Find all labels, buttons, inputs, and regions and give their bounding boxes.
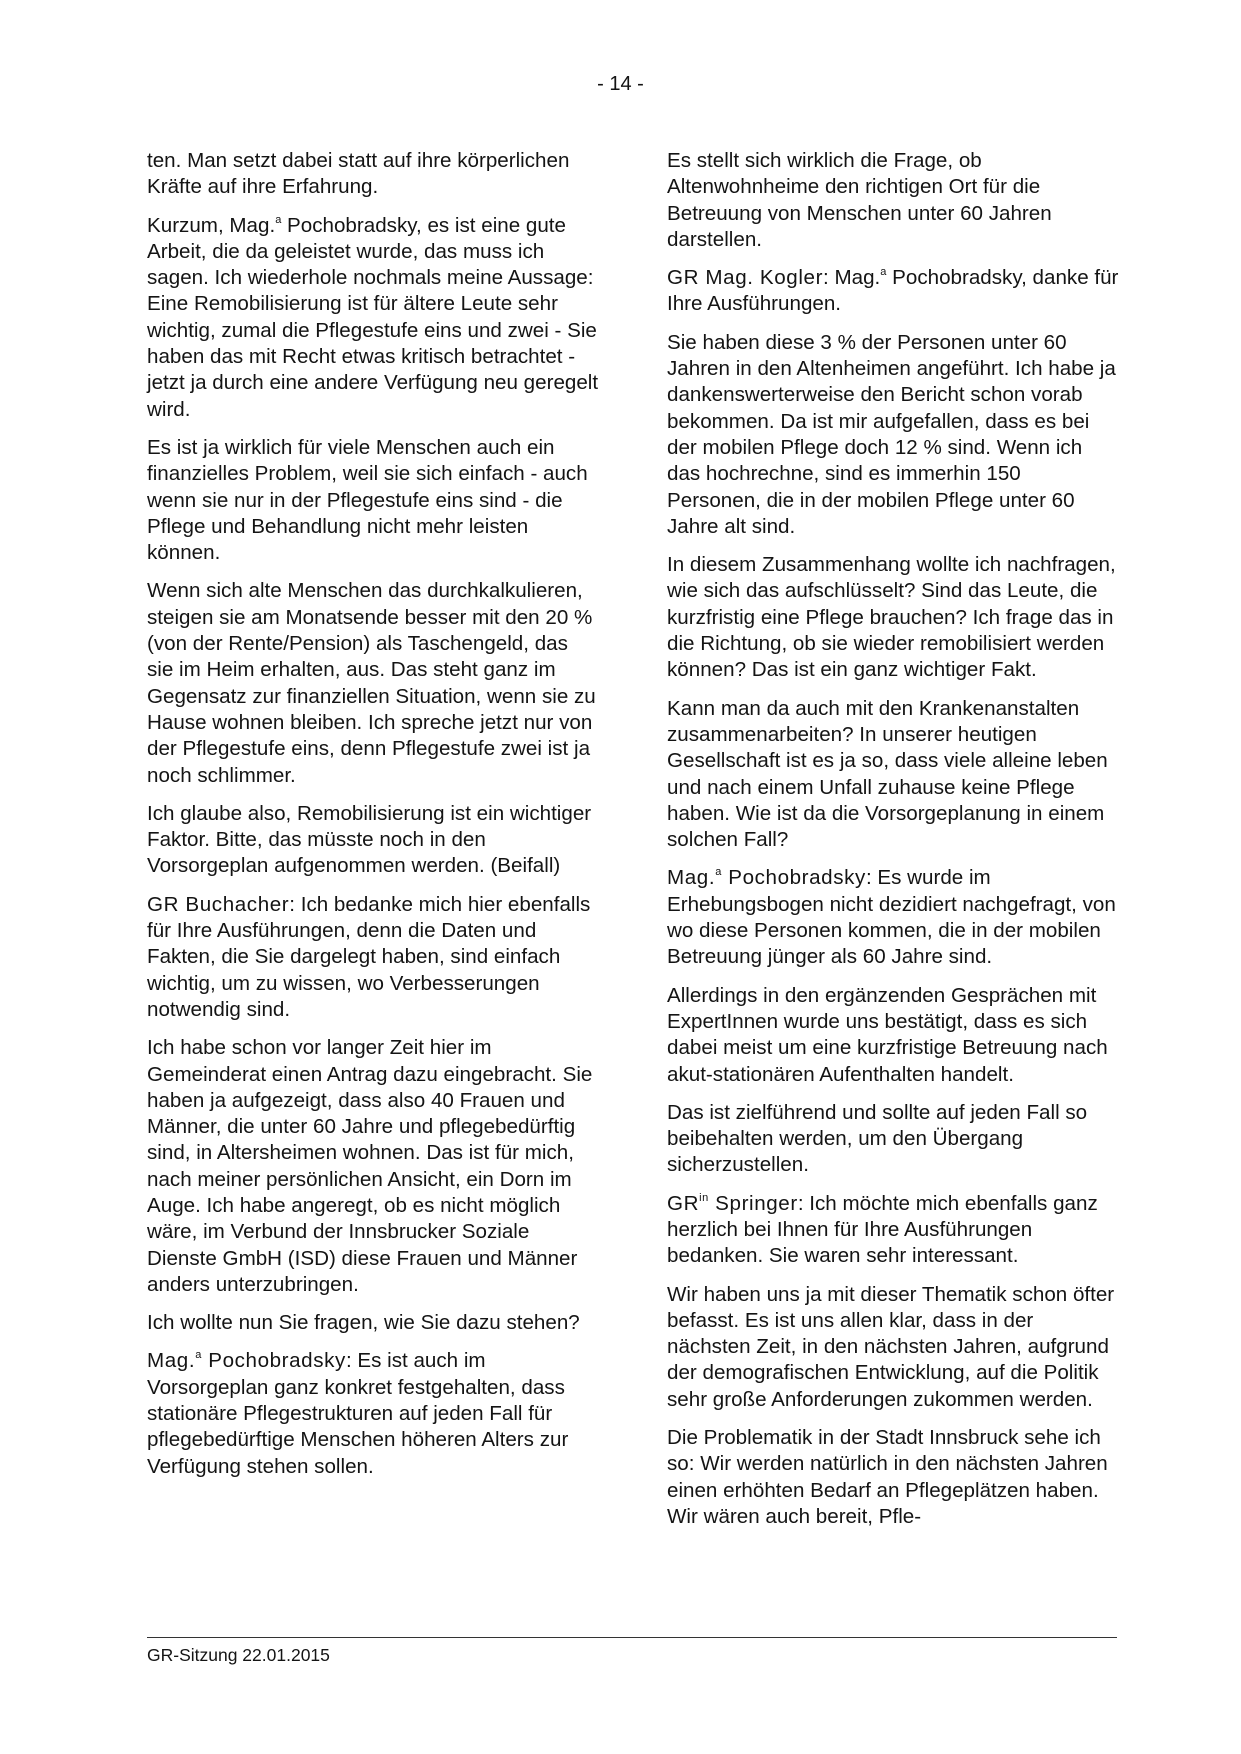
page-number: - 14 -: [597, 73, 644, 95]
speaker-paragraph: Mag.$^a$ Pochobradsky: Es wurde im Erhebungsbogen nicht dezidiert nachgefragt, von wo diese Personen kommen, die in der mobilen Betreuung jünger als 60 Jahre sind.: [667, 866, 1116, 969]
paragraph: Es stellt sich wirklich die Frage, ob Altenwohnheime den richtigen Ort für die Betreuung von Menschen unter 60 Jahren darstellen.: [667, 149, 1052, 251]
speaker-paragraph: Mag.$^a$ Pochobradsky: Es ist auch im Vorsorgeplan ganz konkret festgehalten, dass stationäre Pflegestrukturen auf jeden Fall für pflegebedürftige Menschen höheren Alters zur Verfügung stehen sollen.: [147, 1349, 569, 1478]
right-column: [667, 148, 1119, 1542]
speaker-name: Mag.$^a$ Pochobradsky: [147, 1349, 346, 1373]
paragraph: Ich wollte nun Sie fragen, wie Sie dazu stehen?: [147, 1311, 580, 1335]
speaker-paragraph: GR Buchacher: Ich bedanke mich hier ebenfalls für Ihre Ausführungen, denn die Daten und Fakten, die Sie dargelegt haben, sind einfach wichtig, um zu wissen, wo Verbesserungen notwendig sind.: [147, 892, 591, 1021]
paragraph: Wir haben uns ja mit dieser Thematik schon öfter befasst. Es ist uns allen klar, dass in der nächsten Zeit, in den nächsten Jahren, aufgrund der demografischen Entwicklung, auf die Politik sehr große Anforderungen zukommen werden.: [667, 1282, 1115, 1411]
paragraph: Allerdings in den ergänzenden Gesprächen mit ExpertInnen wurde uns bestätigt, dass es sich dabei meist um eine kurzfristige Betreuung nach akut-stationären Aufenthalten handelt.: [667, 983, 1108, 1086]
footer-divider: [147, 1637, 1117, 1638]
paragraph: In diesem Zusammenhang wollte ich nachfragen, wie sich das aufschlüsselt? Sind das Leute, die kurzfristig eine Pflege brauchen? Ich frage das in die Richtung, ob sie wieder remobilisiert werden können? Das ist ein ganz wichtiger Fakt.: [667, 553, 1116, 682]
left-column: [147, 148, 599, 1492]
speaker-name: GR Mag. Kogler: [667, 266, 824, 290]
speaker-paragraph: GR Mag. Kogler: Mag.$^a$ Pochobradsky, danke für Ihre Ausführungen.: [667, 266, 1119, 316]
paragraph: Das ist zielführend und sollte auf jeden Fall so beibehalten werden, um den Übergang sicherzustellen.: [667, 1100, 1088, 1177]
paragraph: Es ist ja wirklich für viele Menschen auch ein finanzielles Problem, weil sie sich einfach - auch wenn sie nur in der Pflegestufe eins sind - die Pflege und Behandlung nicht mehr leisten können.: [147, 435, 588, 565]
paragraph: Wenn sich alte Menschen das durchkalkulieren, steigen sie am Monatsende besser mit den 20 % (von der Rente/Pension) als Taschengeld, das sie im Heim erhalten, aus. Das steht ganz im Gegensatz zur finanziellen Situation, wenn sie zu Hause wohnen bleiben. Ich spreche jetzt nur von der Pflegestufe eins, denn Pflegestufe zwei ist ja noch schlimmer.: [147, 579, 596, 787]
speaker-name: Mag.$^a$ Pochobradsky: [667, 866, 866, 890]
paragraph: ten. Man setzt dabei statt auf ihre körperlichen Kräfte auf ihre Erfahrung.: [147, 149, 570, 199]
speaker-paragraph: $GR^{in}$ Springer: Ich möchte mich ebenfalls ganz herzlich bei Ihnen für Ihre Ausführungen bedanken. Sie waren sehr interessant.: [667, 1191, 1098, 1268]
paragraph: Ich glaube also, Remobilisierung ist ein wichtiger Faktor. Bitte, das müsste noch in den Vorsorgeplan aufgenommen werden. (Beifall): [147, 801, 592, 878]
speaker-name: GR Buchacher: [147, 892, 290, 916]
paragraph: Die Problematik in der Stadt Innsbruck sehe ich so: Wir werden natürlich in den nächsten Jahren einen erhöhten Bedarf an Pflegeplätzen haben. Wir wären auch bereit, Pfle-: [667, 1426, 1108, 1528]
footer-session-date: GR-Sitzung 22.01.2015: [147, 1645, 330, 1665]
speaker-name: $GR^{in}$ Springer: [667, 1191, 798, 1215]
paragraph: Kurzum, Mag.$^a$ Pochobradsky, es ist eine gute Arbeit, die da geleistet wurde, das muss ich sagen. Ich wiederhole nochmals meine Aussage: Eine Remobilisierung ist für ältere Leute sehr wichtig, zumal die Pflegestufe eins und zwei - Sie haben das mit Recht etwas kritisch betrachtet - jetzt ja durch eine andere Verfügung neu geregelt wird.: [147, 213, 599, 421]
paragraph: Ich habe schon vor langer Zeit hier im Gemeinderat einen Antrag dazu eingebracht. Sie haben ja aufgezeigt, dass also 40 Frauen und Männer, die unter 60 Jahre und pflegebedürftig sind, in Altersheimen wohnen. Das ist für mich, nach meiner persönlichen Ansicht, ein Dorn im Auge. Ich habe angeregt, ob es nicht möglich wäre, im Verbund der Innsbrucker Soziale Dienste GmbH (ISD) diese Frauen und Männer anders unterzubringen.: [147, 1036, 593, 1296]
paragraph: Kann man da auch mit den Krankenanstalten zusammenarbeiten? In unserer heutigen Gesellschaft ist es ja so, dass viele alleine leben und nach einem Unfall zuhause keine Pflege haben. Wie ist da die Vorsorgeplanung in einem solchen Fall?: [667, 696, 1108, 852]
paragraph: Sie haben diese 3 % der Personen unter 60 Jahren in den Altenheimen angeführt. Ich habe ja dankenswerterweise den Bericht schon vorab bekommen. Da ist mir aufgefallen, dass es bei der mobilen Pflege doch 12 % sind. Wenn ich das hochrechne, sind es immerhin 150 Personen, die in der mobilen Pflege unter 60 Jahre alt sind.: [667, 330, 1116, 538]
